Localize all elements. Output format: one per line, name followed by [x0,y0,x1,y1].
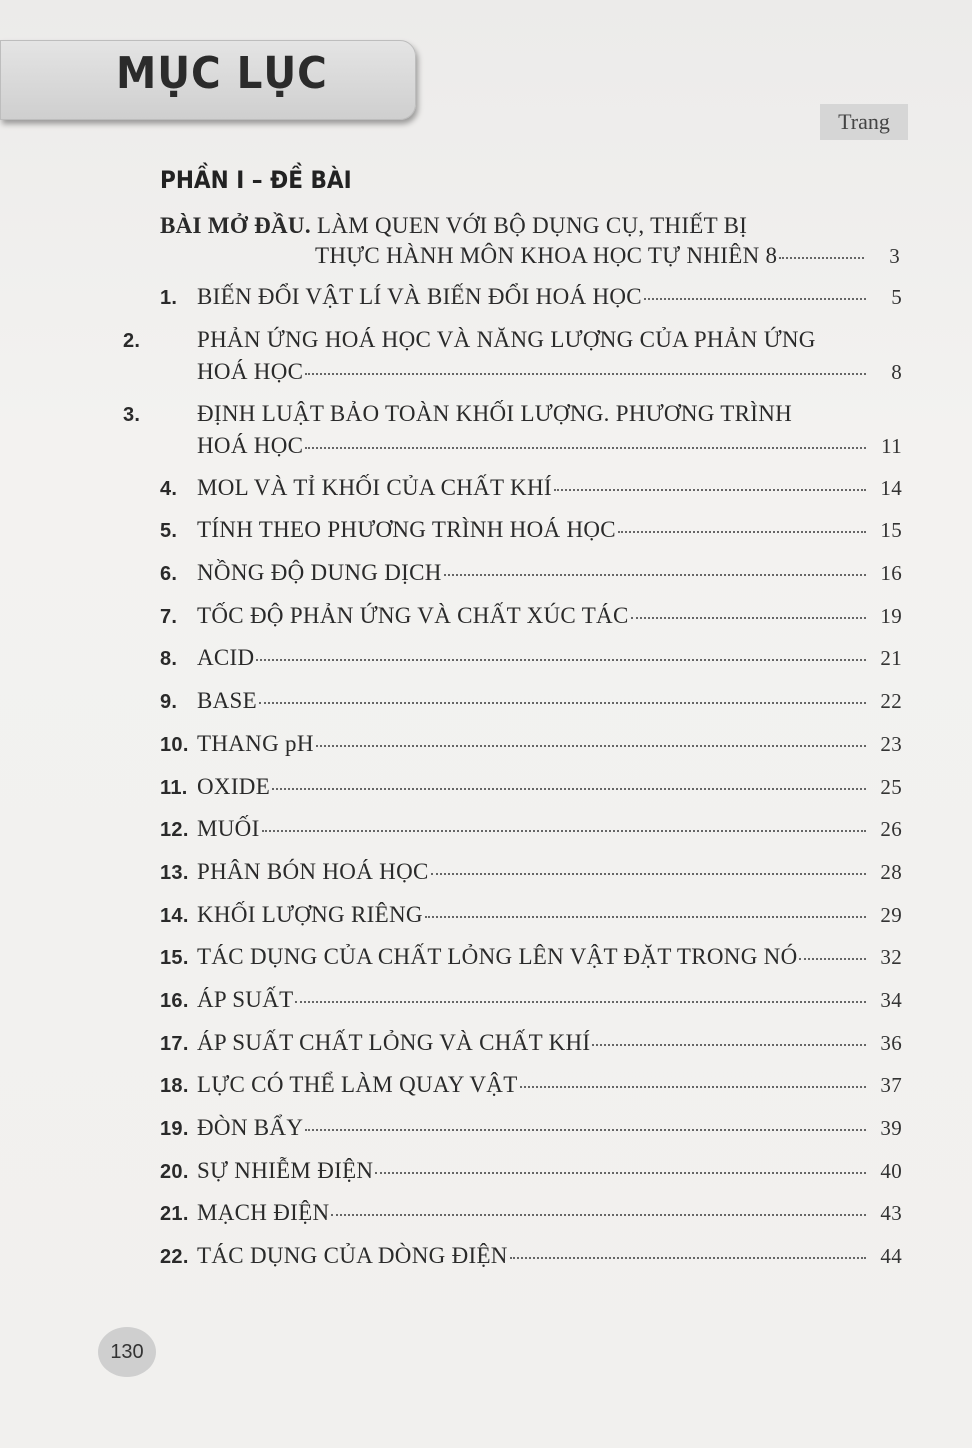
entry-page-number: 36 [880,1030,902,1055]
entry-number: 9. [160,691,178,714]
entry-page-number: 37 [880,1073,902,1098]
entry-title: TÍNH THEO PHƯƠNG TRÌNH HOÁ HỌC [197,517,616,543]
entry-number: 5. [160,520,178,543]
entry-page-number: 28 [880,859,902,884]
page-title: MỤC LỤC [116,48,328,99]
toc-entry[interactable] [160,859,902,902]
toc-entry[interactable] [160,517,902,560]
entry-page-number: 5 [891,285,902,309]
toc-entry[interactable] [160,902,902,945]
toc-entry[interactable] [160,1243,902,1286]
toc-entry[interactable] [160,944,902,987]
entry-number: 15. [160,947,189,970]
entry-title: PHÂN BÓN HOÁ HỌC [197,858,429,884]
page-number-badge: 130 [98,1327,156,1377]
intro-title-line1: LÀM QUEN VỚI BỘ DỤNG CỤ, THIẾT BỊ [310,213,748,238]
entry-number: 13. [160,861,189,884]
toc-entry[interactable] [160,1072,902,1115]
entry-page-number: 23 [880,731,902,756]
entry-number: 1. [160,287,178,309]
entry-number: 4. [160,477,178,500]
dot-leader [779,257,864,259]
entry-number: 16. [160,989,189,1012]
entry-number: 18. [160,1075,189,1098]
dot-leader [331,1214,866,1216]
page-column-label: Trang [820,104,908,140]
entry-title: ACID [197,645,255,671]
entry-page-number: 26 [880,817,902,842]
entry-title: TÁC DỤNG CỦA DÒNG ĐIỆN [197,1243,508,1269]
entry-title: LỰC CÓ THỂ LÀM QUAY VẬT [197,1072,518,1098]
entry-title: SỰ NHIỄM ĐIỆN [197,1157,374,1183]
toc-entry[interactable] [123,326,902,401]
toc-entry[interactable] [160,816,902,859]
toc-entry[interactable] [160,645,902,688]
entry-title: MUỐI [197,816,260,842]
toc-entry[interactable] [160,1115,902,1158]
dot-leader [520,1086,866,1088]
toc-intro-entry[interactable] [160,213,900,269]
entry-number: 3. [123,403,141,426]
dot-leader [262,830,866,832]
entry-page-number: 22 [880,689,902,714]
entry-page-number: 44 [880,1244,902,1269]
entry-title: OXIDE [197,773,271,799]
table-of-contents [123,284,902,1286]
intro-title-line2: THỰC HÀNH MÔN KHOA HỌC TỰ NHIÊN 8 [315,243,778,268]
entry-title: BASE [197,688,257,714]
dot-leader [305,447,866,449]
entry-title: TỐC ĐỘ PHẢN ỨNG VÀ CHẤT XÚC TÁC [197,602,629,628]
entry-number: 20. [160,1160,189,1183]
entry-page-number: 32 [880,945,902,970]
toc-entry[interactable] [160,603,902,646]
entry-number: 7. [160,605,178,628]
dot-leader [631,617,866,619]
entry-number: 19. [160,1118,189,1140]
entry-title: NỒNG ĐỘ DUNG DỊCH [197,560,442,586]
entry-page-number: 29 [880,902,902,927]
entry-page-number: 34 [880,987,902,1012]
entry-title-continued: HOÁ HỌC [197,358,304,384]
toc-entry[interactable] [160,560,902,603]
entry-title: MẠCH ĐIỆN [197,1200,330,1226]
dot-leader [592,1044,866,1046]
toc-entry[interactable] [160,284,902,327]
dot-leader [618,531,866,533]
intro-label: BÀI MỞ ĐẦU. [160,213,311,238]
entry-title: KHỐI LƯỢNG RIÊNG [197,901,423,927]
dot-leader [510,1257,866,1259]
dot-leader [375,1172,866,1174]
dot-leader [295,1001,866,1003]
entry-number: 22. [160,1246,189,1269]
dot-leader [256,659,866,661]
entry-page-number: 11 [881,433,902,458]
entry-title: PHẢN ỨNG HOÁ HỌC VÀ NĂNG LƯỢNG CỦA PHẢN ỨNG [197,326,816,352]
entry-page-number: 25 [880,774,902,799]
toc-entry[interactable] [160,1158,902,1201]
entry-page-number: 16 [880,561,902,586]
entry-page-number: 19 [880,603,902,628]
entry-title: TÁC DỤNG CỦA CHẤT LỎNG LÊN VẬT ĐẶT TRONG NÓ [197,944,798,970]
entry-page-number: 15 [880,518,902,543]
dot-leader [305,1129,866,1131]
entry-number: 14. [160,904,189,927]
entry-page-number: 43 [880,1201,902,1226]
entry-number: 12. [160,819,189,842]
toc-entry[interactable] [160,731,902,774]
dot-leader [259,702,866,704]
entry-page-number: 8 [891,359,902,384]
entry-title: ÁP SUẤT CHẤT LỎNG VÀ CHẤT KHÍ [197,1029,591,1055]
entry-title: THANG pH [197,730,314,756]
entry-number: 11. [160,776,188,799]
entry-number: 17. [160,1032,189,1055]
dot-leader [425,916,866,918]
entry-title: BIẾN ĐỔI VẬT LÍ VÀ BIẾN ĐỔI HOÁ HỌC [197,284,642,309]
dot-leader [305,373,866,375]
dot-leader [554,489,866,491]
dot-leader [431,873,866,875]
entry-number: 21. [160,1203,189,1226]
dot-leader [644,298,866,300]
entry-number: 2. [123,329,141,352]
entry-page-number: 21 [880,646,902,671]
dot-leader [444,574,866,576]
toc-entry[interactable] [160,475,902,518]
toc-entry[interactable] [160,987,902,1030]
toc-entry[interactable] [160,774,902,817]
entry-title: MOL VÀ TỈ KHỐI CỦA CHẤT KHÍ [197,474,552,500]
entry-page-number: 14 [880,475,902,500]
entry-title: ĐÒN BẨY [197,1115,304,1140]
section-heading: PHẦN I – ĐỀ BÀI [160,166,352,194]
entry-title-continued: HOÁ HỌC [197,432,304,458]
entry-page-number: 39 [880,1116,902,1140]
entry-title: ĐỊNH LUẬT BẢO TOÀN KHỐI LƯỢNG. PHƯƠNG TRÌNH [197,400,793,426]
toc-entry[interactable] [160,688,902,731]
entry-page-number: 40 [880,1158,902,1183]
dot-leader [799,958,866,960]
dot-leader [272,788,866,790]
entry-number: 10. [160,733,189,756]
toc-entry[interactable] [123,400,902,475]
entry-title: ÁP SUẤT [197,986,294,1012]
intro-page-number: 3 [889,244,900,268]
toc-entry[interactable] [160,1030,902,1073]
dot-leader [316,745,866,747]
entry-number: 6. [160,563,178,586]
entry-number: 8. [160,648,178,671]
toc-entry[interactable] [160,1200,902,1243]
